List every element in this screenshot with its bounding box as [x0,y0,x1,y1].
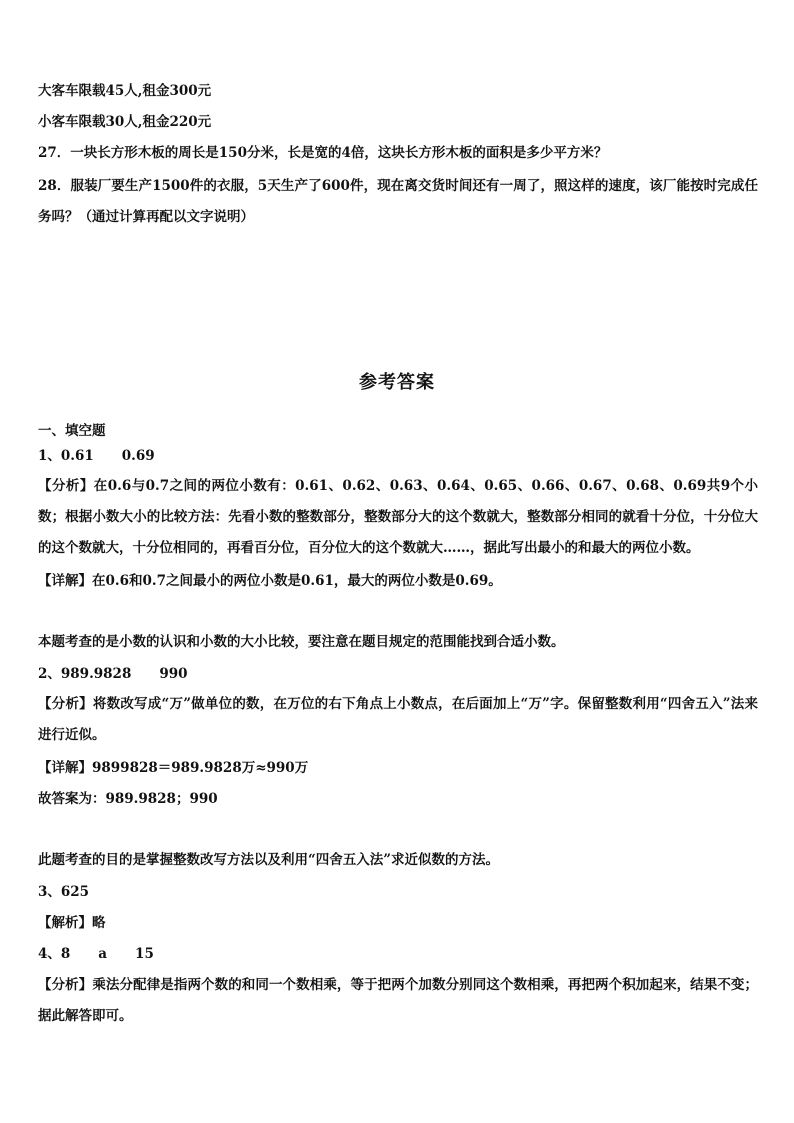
answer-4-second: a [98,946,108,962]
answers-title: 参考答案 [359,372,435,393]
answer-1 [38,446,758,466]
bus-small-text: 小客车限载30人,租金220元 [38,114,212,130]
answer-2-analysis: 【分析】将数改写成“万”做单位的数，在万位的右下角点上小数点，在后面加上“万”字。保留整数利用“四舍五入”法来进行近似。 [38,696,758,743]
answer-2-first: 2、989.9828 [38,666,132,682]
answer-4 [38,944,758,964]
answer-4-first: 4、8 [38,946,71,962]
answer-1-detail: 【详解】在0.6和0.7之间最小的两位小数是0.61，最大的两位小数是0.69。 [38,573,502,589]
answer-2-final: 故答案为：989.9828；990 [38,791,218,807]
answer-3: 3、625 [38,884,90,900]
answer-1-note: 本题考查的是小数的认识和小数的大小比较，要注意在题目规定的范围能找到合适小数。 [38,634,565,650]
answer-4-analysis: 【分析】乘法分配律是指两个数的和同一个数相乘，等于把两个加数分别同这个数相乘，再把两个积加起来，结果不变；据此解答即可。 [38,977,758,1024]
answer-2-detail: 【详解】9899828＝989.9828万≈990万 [38,760,309,776]
answer-1-second: 0.69 [121,448,155,464]
answer-4-third: 15 [135,946,154,962]
question-28: 28．服装厂要生产1500件的衣服，5天生产了600件，现在离交货时间还有一周了，照这样的速度，该厂能按时完成任务吗？（通过计算再配以文字说明） [38,178,758,225]
answer-3-analysis: 【解析】略 [38,915,106,931]
answer-2 [38,664,758,684]
section-heading: 一、填空题 [38,423,106,439]
bus-large-text: 大客车限载45人,租金300元 [38,83,212,99]
answer-1-analysis: 【分析】在0.6与0.7之间的两位小数有：0.61、0.62、0.63、0.64、0.65、0.66、0.67、0.68、0.69共9个小数；根据小数大小的比较方法：先看小数的整数部分，整数部分大的这个数就大，整数部分相同的就看十分位，十分位大的这个数就大，十分位相同的，再看百分位，百分位大的这个数就大……，据此写出最小的和最大的两位小数。 [38,478,758,556]
answer-2-second: 990 [159,666,188,682]
answer-2-note: 此题考查的目的是掌握整数改写方法以及利用“四舍五入法”求近似数的方法。 [38,852,500,868]
answer-1-first: 1、0.61 [38,448,94,464]
question-27: 27．一块长方形木板的周长是150分米，长是宽的4倍，这块长方形木板的面积是多少平方米？ [38,145,608,161]
